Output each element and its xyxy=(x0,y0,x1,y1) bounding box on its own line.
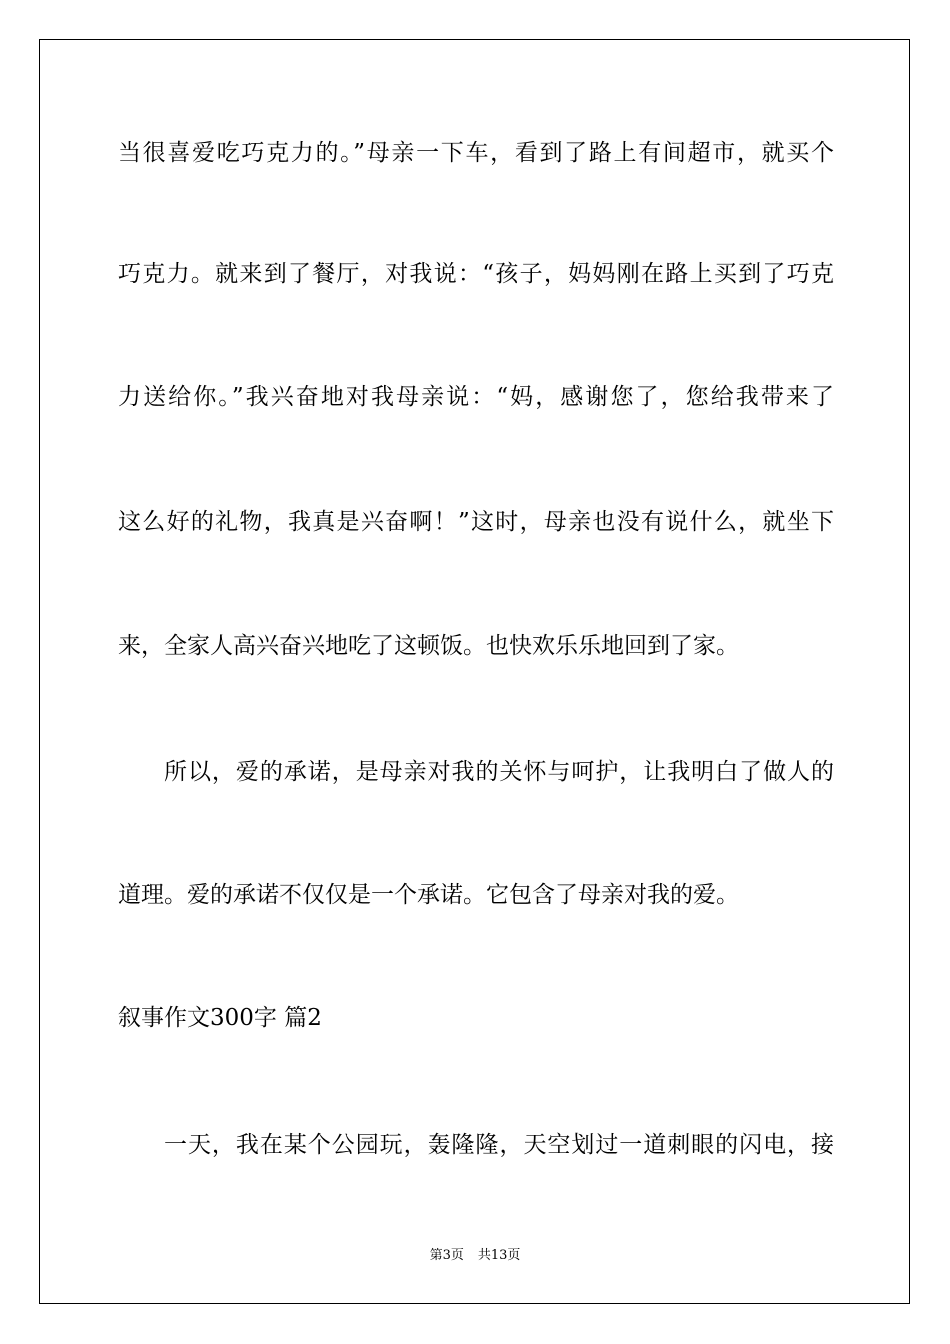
text-line-5: 来，全家人高兴奋兴地吃了这顿饭。也快欢乐乐地回到了家。 xyxy=(118,633,739,659)
text-line-3: 力送给你。”我兴奋地对我母亲说：“妈，感谢您了，您给我带来了 xyxy=(118,384,834,410)
page-footer xyxy=(0,1247,950,1265)
page-border xyxy=(39,39,910,1304)
section-first-line: 一天，我在某个公园玩，轰隆隆，天空划过一道刺眼的闪电，接 xyxy=(164,1132,834,1158)
text-line-1: 当很喜爱吃巧克力的。”母亲一下车，看到了路上有间超市，就买个 xyxy=(118,140,834,166)
paragraph-start-line: 所以，爱的承诺，是母亲对我的关怀与呵护，让我明白了做人的 xyxy=(164,759,834,785)
page-number-total: 共13页 xyxy=(477,1248,521,1263)
text-line-4: 这么好的礼物，我真是兴奋啊！”这时，母亲也没有说什么，就坐下 xyxy=(118,509,834,535)
text-line-2: 巧克力。就来到了餐厅，对我说：“孩子，妈妈刚在路上买到了巧克 xyxy=(118,261,834,287)
section-heading: 叙事作文300字 篇2 xyxy=(118,1005,322,1031)
text-line-7: 道理。爱的承诺不仅仅是一个承诺。它包含了母亲对我的爱。 xyxy=(118,882,739,908)
page-number-current: 第3页 xyxy=(429,1248,464,1263)
